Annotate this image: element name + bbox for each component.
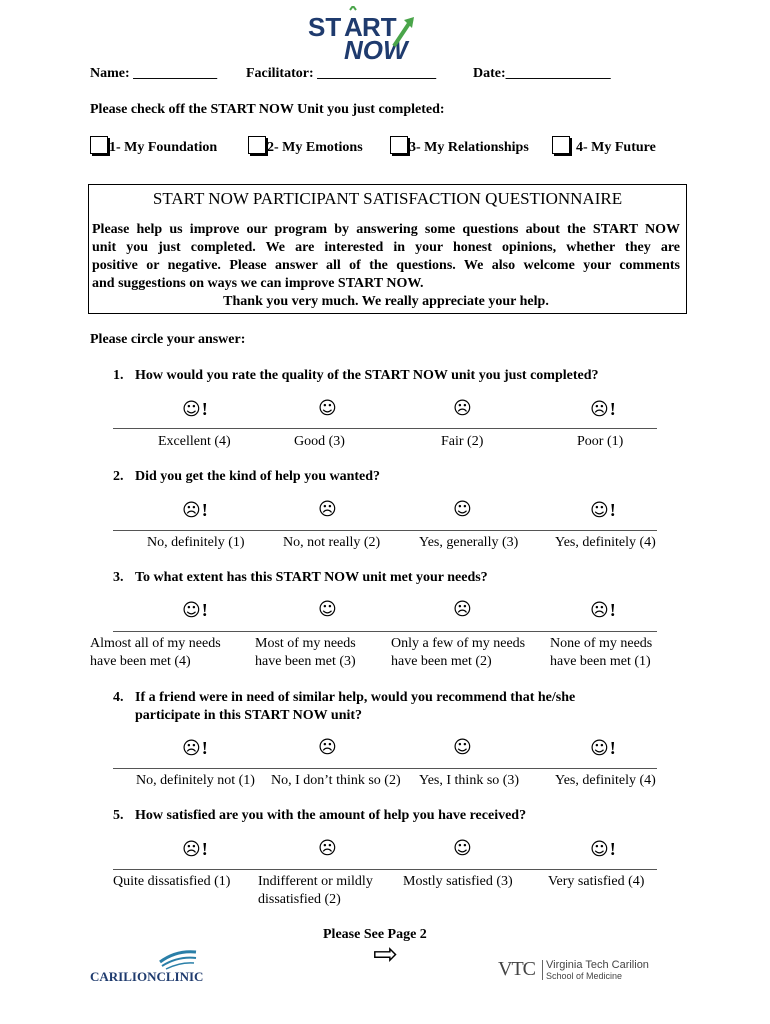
happy-face-icon[interactable]: ☺ bbox=[453, 838, 472, 859]
carilion-clinic-wordmark: CARILIONCLINIC bbox=[90, 969, 204, 984]
logo-a-letter: A bbox=[344, 12, 363, 42]
answer-option[interactable]: Excellent (4) bbox=[158, 434, 231, 449]
happy-face-icon[interactable]: ☺ bbox=[453, 737, 472, 758]
very-sad-face-icon[interactable]: ☹! bbox=[590, 399, 616, 420]
question-1: 1. How would you rate the quality of the START NOW unit you just completed? bbox=[113, 368, 599, 383]
very-happy-face-icon[interactable]: ☺! bbox=[182, 600, 208, 621]
answer-option[interactable]: None of my needs have been met (1) bbox=[550, 636, 653, 669]
questionnaire-title: START NOW PARTICIPANT SATISFACTION QUESTIONNAIRE bbox=[152, 189, 623, 208]
answer-option[interactable]: No, definitely not (1) bbox=[136, 773, 255, 788]
unit-label: 4- My Future bbox=[576, 140, 656, 155]
question-4: 4. If a friend were in need of similar help, would you recommend that he/she participate in this START NOW unit? bbox=[113, 690, 576, 723]
vtc-name: Virginia Tech Carilion bbox=[546, 959, 649, 971]
answer-option[interactable]: Mostly satisfied (3) bbox=[403, 874, 513, 889]
carilion-clinic-logo bbox=[90, 948, 208, 988]
circle-prompt: Please circle your answer: bbox=[90, 332, 246, 347]
answer-option[interactable]: Quite dissatisfied (1) bbox=[113, 874, 231, 889]
unit-checkbox[interactable] bbox=[552, 136, 570, 154]
answer-option[interactable]: Yes, generally (3) bbox=[419, 535, 519, 550]
question-5: 5. How satisfied are you with the amount of help you have received? bbox=[113, 808, 527, 823]
very-sad-face-icon[interactable]: ☹! bbox=[182, 839, 208, 860]
answer-option[interactable]: Yes, definitely (4) bbox=[555, 773, 656, 788]
unit-option-3[interactable] bbox=[390, 136, 529, 156]
unit-checkbox[interactable] bbox=[90, 136, 108, 154]
very-sad-face-icon[interactable]: ☹! bbox=[182, 500, 208, 521]
answer-line bbox=[113, 530, 657, 531]
sad-face-icon[interactable]: ☹ bbox=[318, 499, 337, 520]
answer-option[interactable]: Yes, definitely (4) bbox=[555, 535, 656, 550]
answer-line bbox=[113, 768, 657, 769]
answer-option[interactable]: No, not really (2) bbox=[283, 535, 381, 550]
thanks-line: Thank you very much. We really appreciate your help. bbox=[223, 294, 549, 309]
start-now-logo bbox=[306, 6, 426, 62]
sad-face-icon[interactable]: ☹ bbox=[453, 599, 472, 620]
vtc-mark: VTC bbox=[498, 958, 535, 980]
unit-label: 3- My Relationships bbox=[409, 140, 529, 155]
answer-option[interactable]: Almost all of my needs have been met (4) bbox=[90, 636, 221, 669]
carilion-swoosh-icon bbox=[158, 948, 198, 970]
name-field-label[interactable]: Name: ____________ bbox=[90, 66, 218, 81]
answer-option[interactable]: Indifferent or mildly dissatisfied (2) bbox=[258, 874, 373, 907]
sad-face-icon[interactable]: ☹ bbox=[318, 838, 337, 859]
answer-line bbox=[113, 869, 657, 870]
unit-label: 1- My Foundation bbox=[109, 140, 218, 155]
intro-box bbox=[88, 184, 687, 314]
vtc-logo bbox=[498, 958, 648, 984]
facilitator-field-label[interactable]: Facilitator: _________________ bbox=[246, 66, 437, 81]
unit-prompt: Please check off the START NOW Unit you just completed: bbox=[90, 102, 445, 117]
happy-face-icon[interactable]: ☺ bbox=[453, 499, 472, 520]
logo-rt-text: RT bbox=[362, 12, 397, 42]
answer-option[interactable]: Very satisfied (4) bbox=[548, 874, 645, 889]
unit-label: 2- My Emotions bbox=[267, 140, 363, 155]
answer-option[interactable]: Fair (2) bbox=[441, 434, 484, 449]
sad-face-icon[interactable]: ☹ bbox=[318, 737, 337, 758]
unit-option-2[interactable] bbox=[248, 136, 363, 156]
right-arrow-icon: ⇨ bbox=[373, 937, 399, 972]
answer-option[interactable]: Poor (1) bbox=[577, 434, 624, 449]
answer-option[interactable]: Yes, I think so (3) bbox=[419, 773, 520, 788]
answer-option[interactable]: Good (3) bbox=[294, 434, 345, 449]
very-happy-face-icon[interactable]: ☺! bbox=[182, 399, 208, 420]
logo-start-text: ST bbox=[308, 12, 342, 42]
very-sad-face-icon[interactable]: ☹! bbox=[182, 738, 208, 759]
unit-checkbox[interactable] bbox=[390, 136, 408, 154]
answer-option[interactable]: Most of my needs have been met (3) bbox=[255, 636, 356, 669]
answer-line bbox=[113, 631, 657, 632]
next-page-note: Please See Page 2 bbox=[323, 927, 427, 942]
intro-text: Please help us improve our program by answering some questions about the START NOW unit you just completed. We are interested in your honest opinions, whether they are positive or negative. Please answer all of the questions. We also welcome your comments and suggestions on ways we can improve START NOW. Thank you very much. We really appreciate your help. bbox=[92, 222, 680, 309]
unit-checkbox[interactable] bbox=[248, 136, 266, 154]
very-sad-face-icon[interactable]: ☹! bbox=[590, 600, 616, 621]
very-happy-face-icon[interactable]: ☺! bbox=[590, 839, 616, 860]
date-field-label[interactable]: Date:_______________ bbox=[473, 66, 611, 81]
unit-option-4[interactable] bbox=[552, 136, 656, 156]
question-2: 2. Did you get the kind of help you wanted? bbox=[113, 469, 381, 484]
logo-now-text: NOW bbox=[344, 35, 408, 62]
answer-option[interactable]: No, definitely (1) bbox=[147, 535, 245, 550]
sad-face-icon[interactable]: ☹ bbox=[453, 398, 472, 419]
answer-option[interactable]: Only a few of my needs have been met (2) bbox=[391, 636, 526, 669]
answer-line bbox=[113, 428, 657, 429]
vtc-school: School of Medicine bbox=[546, 971, 623, 981]
question-3: 3. To what extent has this START NOW unit met your needs? bbox=[113, 570, 488, 585]
very-happy-face-icon[interactable]: ☺! bbox=[590, 500, 616, 521]
unit-option-1[interactable] bbox=[90, 136, 217, 156]
happy-face-icon[interactable]: ☺ bbox=[318, 599, 337, 620]
answer-option[interactable]: No, I don’t think so (2) bbox=[271, 773, 401, 788]
very-happy-face-icon[interactable]: ☺! bbox=[590, 738, 616, 759]
happy-face-icon[interactable]: ☺ bbox=[318, 398, 337, 419]
